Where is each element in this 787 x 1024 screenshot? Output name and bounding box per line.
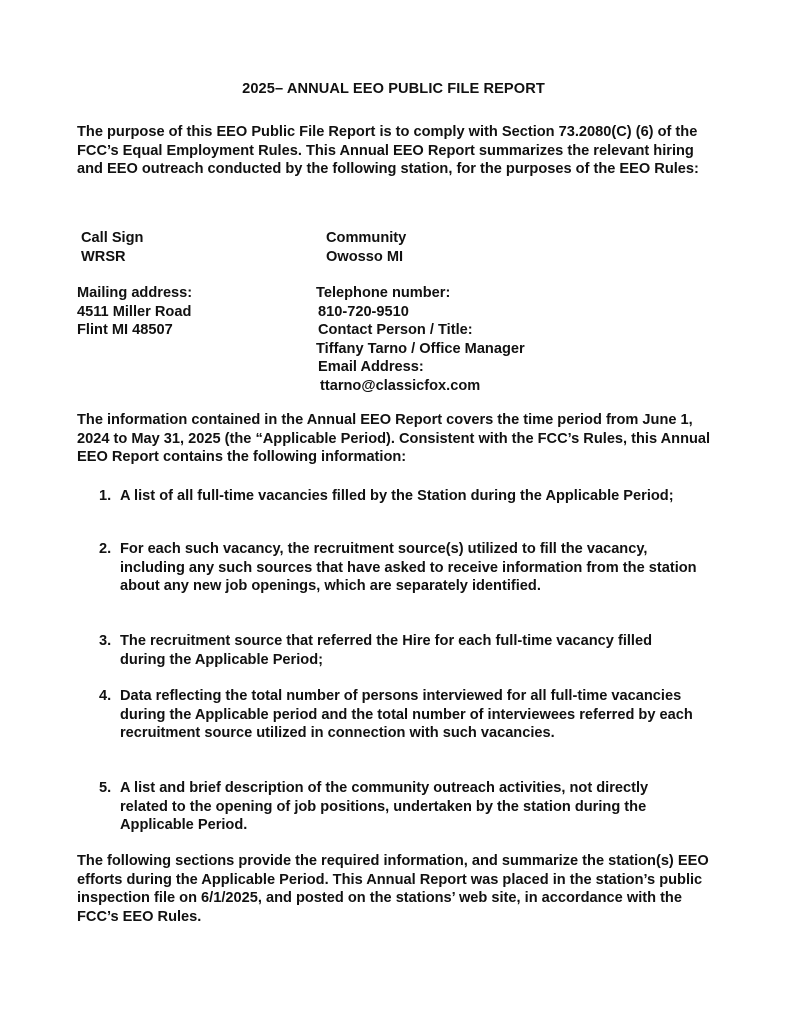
contact-block	[316, 284, 525, 395]
email-value: ttarno@classicfox.com	[320, 377, 481, 394]
list-item-number: 3.	[99, 633, 112, 649]
list-item-number: 4.	[99, 688, 112, 704]
contact-person-value: Tiffany Tarno / Office Manager	[316, 340, 525, 357]
call-sign-label: Call Sign	[81, 230, 144, 246]
mailing-address-label: Mailing address:	[77, 285, 193, 301]
purpose-paragraph: The purpose of this EEO Public File Report is to comply with Section 73.2080(C) (6) of the FCC’s Equal Employment Rules. This Annual EEO Report summarizes the relevant hiring and EEO outreach conducted by the following station, for the purposes of the EEO Rules:	[77, 124, 699, 177]
community-label: Community	[326, 230, 407, 246]
closing-paragraph: The following sections provide the required information, and summarize the station(s) EEO efforts during the Applicable Period. This Annual Report was placed in the station’s public inspection file on 6/1/2025, and posted on the stations’ web site, in accordance with the FCC’s EEO Rules.	[77, 853, 709, 925]
list-item-number: 5.	[99, 780, 112, 796]
telephone-value: 810-720-9510	[318, 303, 409, 320]
community-block	[326, 229, 406, 266]
call-sign-value: WRSR	[81, 248, 126, 265]
mailing-address-line2: Flint MI 48507	[77, 322, 173, 338]
email-label: Email Address:	[318, 359, 424, 375]
applicable-period-paragraph: The information contained in the Annual EEO Report covers the time period from June 1, 2024 to May 31, 2025 (the “Applicable Period). Consistent with the FCC’s Rules, this Annual EEO Report contains the following information:	[77, 412, 711, 465]
list-item-text: The recruitment source that referred the Hire for each full-time vacancy filled during the Applicable Period;	[120, 633, 653, 668]
list-item-text: A list and brief description of the community outreach activities, not directly related to the opening of job positions, undertaken by the station during the Applicable Period.	[120, 780, 649, 833]
community-value: Owosso MI	[326, 248, 404, 265]
contact-person-label: Contact Person / Title:	[318, 322, 473, 338]
list-item-text: A list of all full-time vacancies filled by the Station during the Applicable Period;	[120, 488, 674, 504]
mailing-address-line1: 4511 Miller Road	[77, 303, 192, 320]
list-item-text: For each such vacancy, the recruitment source(s) utilized to fill the vacancy, including any such sources that have asked to receive information from the station about any new job openings, which are separately identified.	[120, 541, 697, 594]
list-item-number: 2.	[99, 541, 112, 557]
telephone-label: Telephone number:	[316, 285, 451, 301]
mailing-address-block	[77, 284, 192, 340]
list-item-text: Data reflecting the total number of persons interviewed for all full-time vacancies during the Applicable period and the total number of interviewees referred by each recruitment source utilized in connection with such vacancies.	[120, 688, 693, 741]
document-title: 2025– ANNUAL EEO PUBLIC FILE REPORT	[242, 81, 545, 97]
call-sign-block	[81, 229, 143, 266]
list-item-number: 1.	[99, 488, 112, 504]
